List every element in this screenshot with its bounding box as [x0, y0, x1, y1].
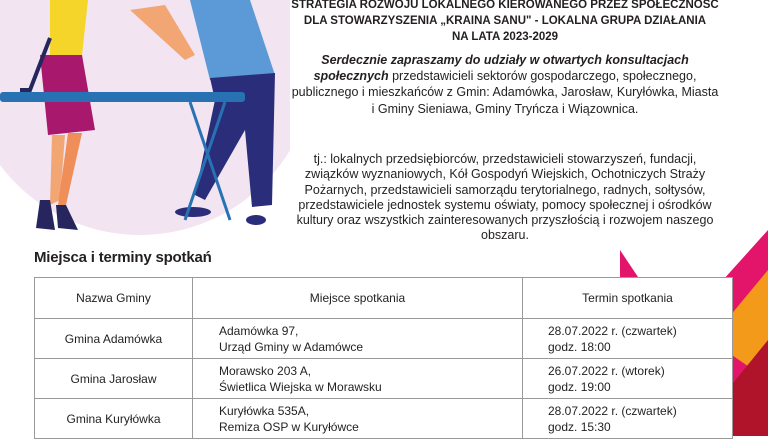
invitation-paragraph [290, 52, 720, 117]
date: 26.07.2022 r. (wtorek) [548, 363, 665, 378]
time: godz. 19:00 [548, 379, 611, 394]
column-header-gmina: Nazwa Gminy [35, 278, 193, 319]
address: Adamówka 97, [219, 323, 299, 338]
audience-paragraph: tj.: lokalnych przedsiębiorców, przedstawicieli stowarzyszeń, fundacji, związków wyznaniowych, Kół Gospodyń Wiejskich, Ochotniczych Straży Pożarnych, przedstawicieli samorządu terytorialnego, radnych, sołtysów, przedstawiciele jednostek systemu oświaty, pomocy społecznej i ośrodków kultury oraz wszystkich zainteresowanych przyszłością i rozwojem naszego obszaru. [296, 152, 714, 243]
cell-gmina: Gmina Kuryłówka [35, 399, 193, 439]
cell-termin [523, 319, 733, 359]
strategy-header [280, 0, 730, 45]
address: Morawsko 203 A, [219, 363, 312, 378]
time: godz. 15:30 [548, 419, 611, 434]
table-row [35, 319, 733, 359]
table-top [0, 92, 245, 102]
meeting-illustration [0, 0, 290, 240]
table-row [35, 359, 733, 399]
cell-miejsce [193, 359, 523, 399]
column-header-termin: Termin spotkania [523, 278, 733, 319]
date: 28.07.2022 r. (czwartek) [548, 403, 677, 418]
time: godz. 18:00 [548, 339, 611, 354]
invitation-emphasis: Serdecznie zapraszamy do udziały w otwartych konsultacjach społecznych [313, 53, 689, 84]
column-header-miejsce: Miejsce spotkania [193, 278, 523, 319]
venue: Świetlica Wiejska w Morawsku [219, 379, 382, 394]
meetings-table [34, 277, 733, 439]
cell-miejsce [193, 399, 523, 439]
header-line: STRATEGIA ROZWOJU LOKALNEGO KIEROWANEGO PRZEZ SPOŁECZNOŚĆ [291, 0, 719, 11]
venue: Urząd Gminy w Adamówce [219, 339, 364, 354]
table-row [35, 399, 733, 439]
section-title: Miejsca i terminy spotkań [34, 249, 212, 266]
cell-miejsce [193, 319, 523, 359]
date: 28.07.2022 r. (czwartek) [548, 323, 677, 338]
table-header-row [35, 278, 733, 319]
address: Kuryłówka 535A, [219, 403, 310, 418]
cell-termin [523, 399, 733, 439]
invitation-text: przedstawicieli sektorów gospodarczego, społecznego, publicznego i mieszkańców z Gmin: Adamówka, Jarosław, Kuryłówka, Miasta i Gminy Sieniawa, Gminy Tryńcza i Wiązownica. [291, 69, 719, 116]
venue: Remiza OSP w Kuryłówce [219, 419, 359, 434]
cell-gmina: Gmina Adamówka [35, 319, 193, 359]
header-line: NA LATA 2023-2029 [451, 31, 559, 43]
cell-gmina: Gmina Jarosław [35, 359, 193, 399]
cell-termin [523, 359, 733, 399]
header-line: DLA STOWARZYSZENIA „KRAINA SANU" - LOKALNA GRUPA DZIAŁANIA [303, 15, 707, 27]
